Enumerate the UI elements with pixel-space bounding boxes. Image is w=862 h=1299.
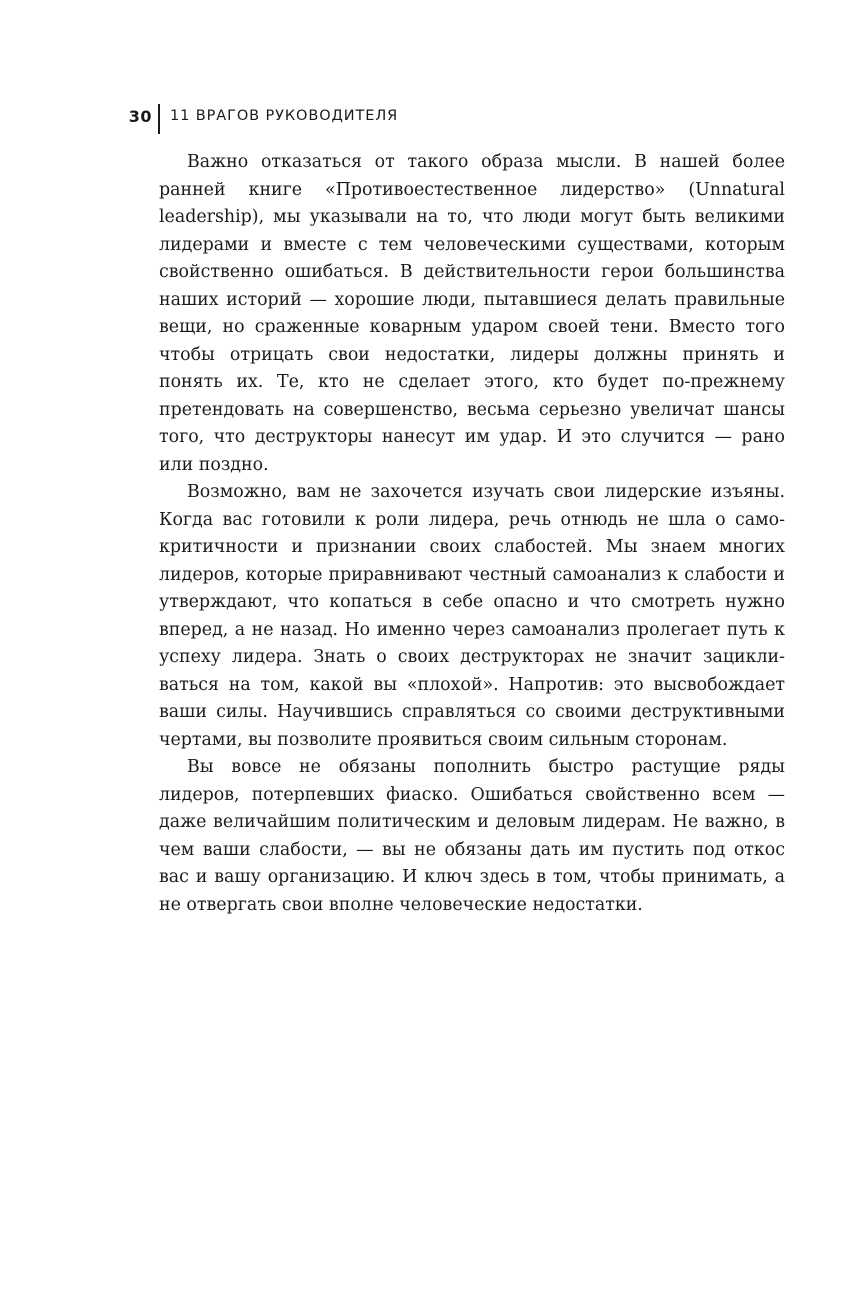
paragraph-3: Вы вовсе не обязаны пополнить быстро растущие ряды лидеров, потерпевших фиаско. Ошибаться свойственно всем — даже величайшим политическим и деловым лидерам. Не важно, в чем ваши слабости, — вы не обязаны дать им пустить под откос вас и вашу организацию. И ключ здесь в том, чтобы принимать, а не отвергать свои вполне человеческие недостатки. <box>159 757 785 915</box>
running-title: 11 ВРАГОВ РУКОВОДИТЕЛЯ <box>170 108 399 124</box>
body-text <box>159 149 785 919</box>
paragraph-1: Важно отказаться от такого образа мысли. В нашей более ранней книге «Противоестественное лидерство» (Unnatural leadership), мы указывали на то, что люди могут быть великими лидерами и вместе с тем человеческими существами, которым свойственно ошибаться. В действительности герои большинства наших историй — хорошие люди, пытавшиеся делать правильные вещи, но сраженные коварным ударом своей тени. Вместо того чтобы отрицать свои недостатки, лидеры должны принять и понять их. Те, кто не сделает этого, кто будет по-прежнему претендовать на совершенство, весьма серьезно увеличат шансы того, что деструкторы нанесут им удар. И это случится — рано или поздно. <box>159 152 785 475</box>
paragraph-2: Возможно, вам не захочется изучать свои лидерские изъяны. Когда вас готовили к роли лидера, речь отнюдь не шла о самокритичности и признании своих слабостей. Мы знаем многих лидеров, которые приравнивают честный самоанализ к слабости и утверждают, что копаться в себе опасно и что смотреть нужно вперед, а не назад. Но именно через самоанализ пролегает путь к успеху лидера. Знать о своих деструкторах не значит зацикливаться на том, какой вы «плохой». Напротив: это высвобождает ваши силы. Научившись справляться со своими деструктивными чертами, вы позволите проявиться своим сильным сторонам. <box>159 482 785 750</box>
header-divider <box>158 104 160 134</box>
page-number: 30 <box>128 107 152 126</box>
running-header <box>0 104 862 134</box>
